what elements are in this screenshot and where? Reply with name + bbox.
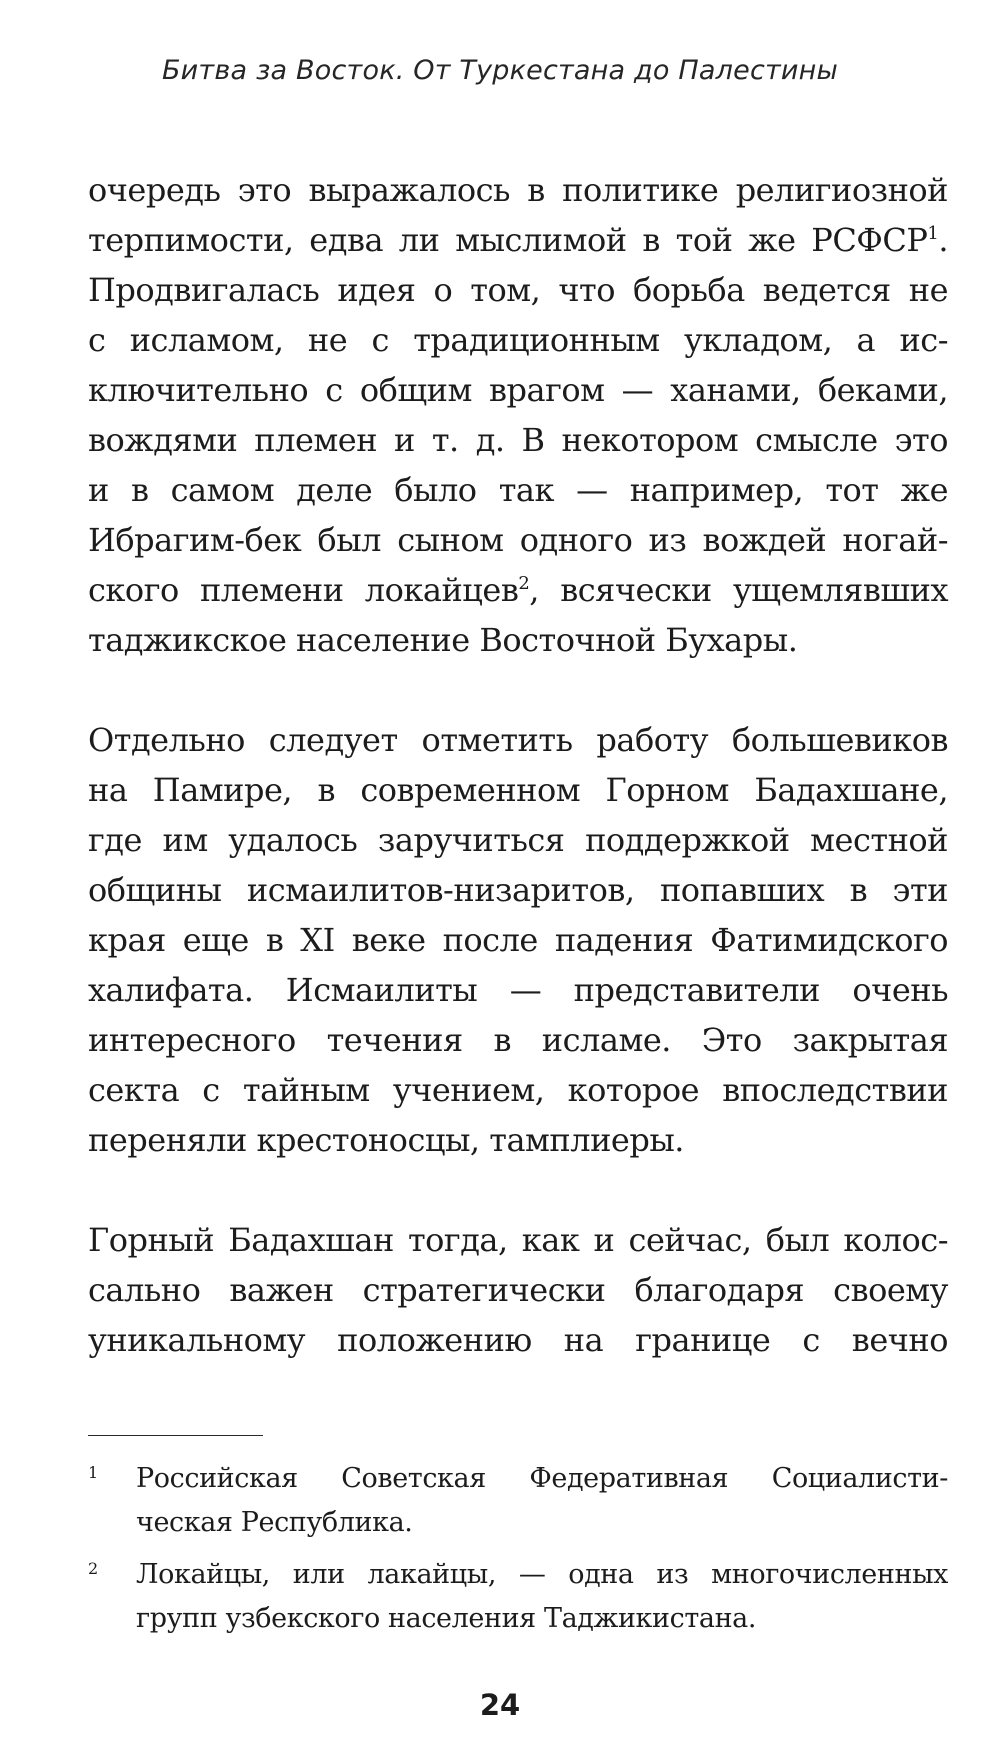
paragraph (88, 165, 948, 665)
main-text (88, 165, 948, 1365)
footnote-divider (88, 1435, 263, 1436)
text-segment: терпимости, едва ли мыслимой в той же РСФСР (88, 221, 928, 259)
footnote-line: групп узбекского населения Таджикистана. (136, 1603, 757, 1634)
text-line: очередь это выражалось в политике религиозной (88, 171, 948, 209)
text-line: вождями племен и т. д. В некотором смысле это (88, 421, 948, 459)
text-line: Отдельно следует отметить работу большевиков (88, 721, 948, 759)
text-line: Ибрагим-бек был сыном одного из вождей ногай- (88, 521, 948, 559)
text-line: с исламом, не с традиционным укладом, а ис- (88, 321, 948, 359)
text-line: и в самом деле было так — например, тот же (88, 471, 948, 509)
text-line: секта с тайным учением, которое впоследствии (88, 1071, 948, 1109)
text-line: переняли крестоносцы, тамплиеры. (88, 1121, 684, 1159)
footnote-1 (88, 1457, 948, 1545)
text-line: края еще в XI веке после падения Фатимидского (88, 921, 948, 959)
text-line (88, 215, 948, 265)
page-number: 24 (479, 1688, 521, 1722)
footnote-line: Российская Советская Федеративная Социалисти- (136, 1463, 948, 1494)
text-line: интересного течения в исламе. Это закрытая (88, 1021, 948, 1059)
text-line: сально важен стратегически благодаря своему (88, 1271, 948, 1309)
text-line: на Памире, в современном Горном Бадахшане, (88, 771, 948, 809)
text-line: Продвигалась идея о том, что борьба ведется не (88, 271, 948, 309)
text-line: ключительно с общим врагом — ханами, беками, (88, 371, 948, 409)
text-segment: ского племени локайцев (88, 571, 519, 609)
footnote-ref-1[interactable]: 1 (927, 223, 939, 244)
text-line (88, 565, 948, 615)
text-line: Горный Бадахшан тогда, как и сейчас, был колос- (88, 1221, 948, 1259)
footnote-ref-2[interactable]: 2 (518, 573, 530, 594)
footnote-number: 2 (88, 1559, 98, 1578)
running-header: Битва за Восток. От Туркестана до Палестины (161, 55, 839, 86)
paragraph-gap (88, 1165, 948, 1215)
paragraph-gap (88, 665, 948, 715)
text-line: таджикское население Восточной Бухары. (88, 621, 798, 659)
text-line: где им удалось заручиться поддержкой местной (88, 821, 948, 859)
text-line: халифата. Исмаилиты — представители очень (88, 971, 948, 1009)
text-line: общины исмаилитов-низаритов, попавших в эти (88, 871, 948, 909)
footnote-2 (88, 1553, 948, 1641)
footnote-line: Локайцы, или лакайцы, — одна из многочисленных (136, 1559, 948, 1590)
text-line: уникальному положению на границе с вечно (88, 1321, 948, 1359)
footnote-number: 1 (88, 1463, 98, 1482)
footnotes (88, 1457, 948, 1649)
footnote-line: ческая Республика. (136, 1507, 413, 1538)
paragraph (88, 715, 948, 1165)
paragraph (88, 1215, 948, 1365)
text-segment: . (938, 221, 948, 259)
text-segment: , всячески ущемлявших (529, 571, 949, 609)
